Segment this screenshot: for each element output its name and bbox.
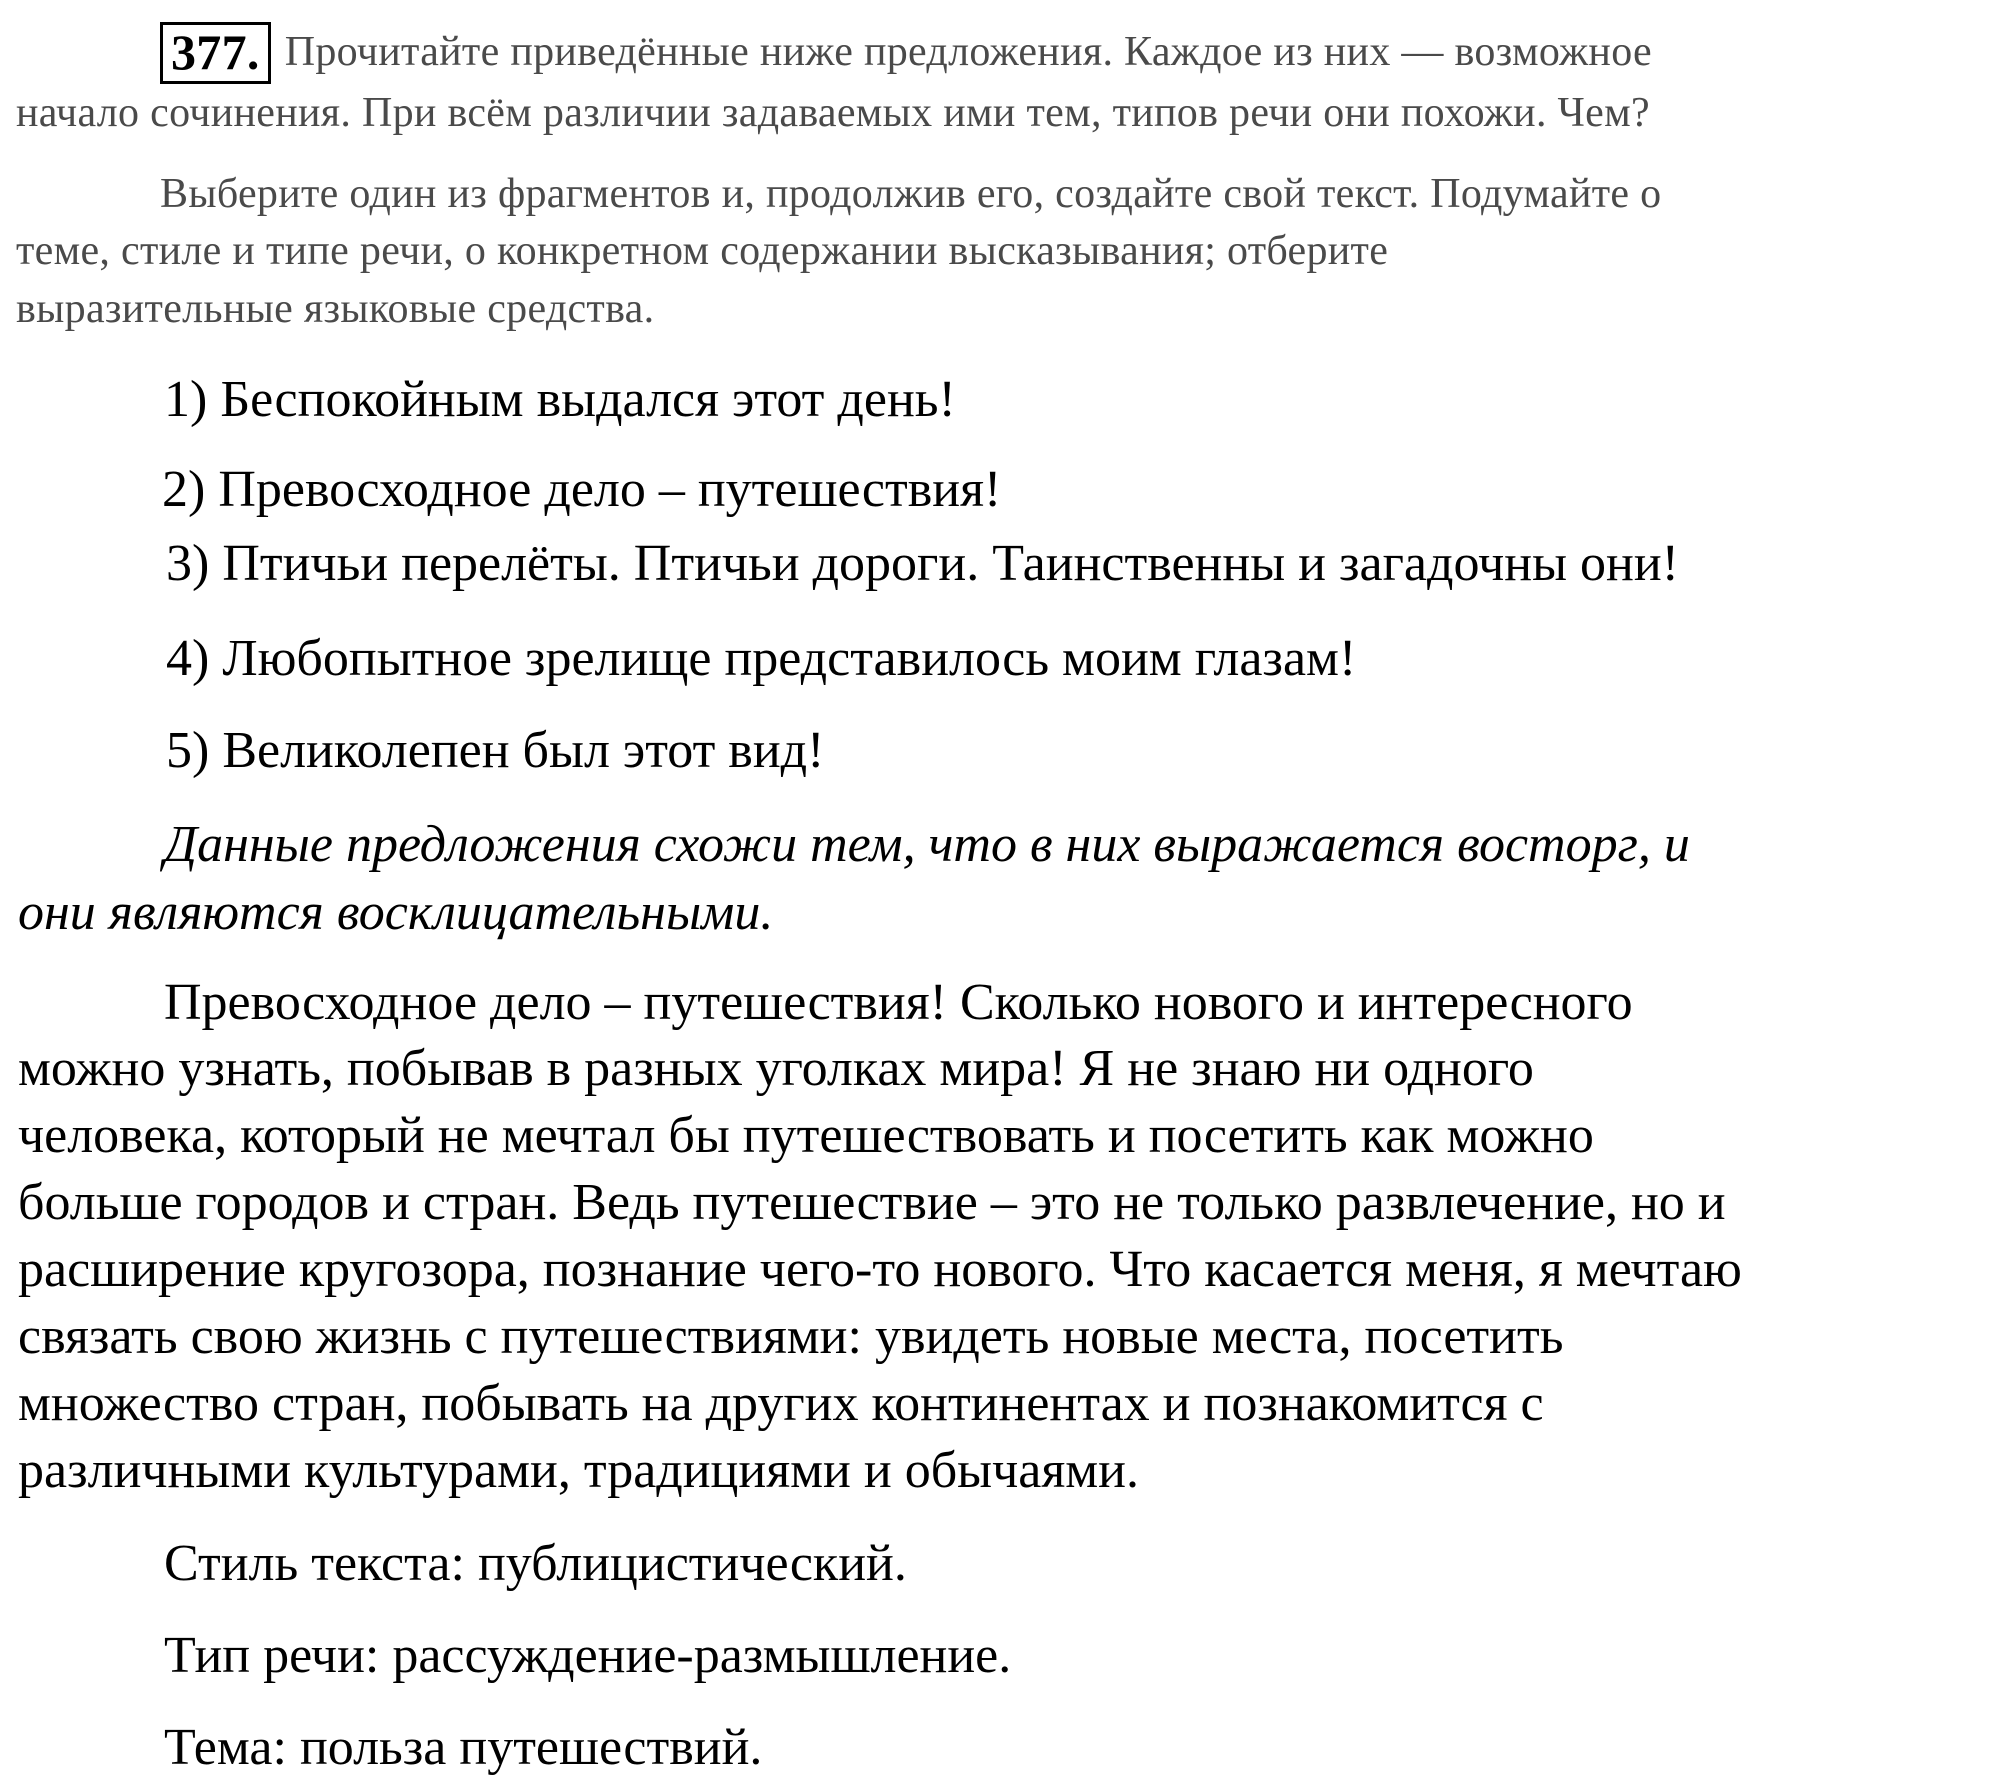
sentence-1: 1) Беспокойным выдался этот день!	[164, 371, 956, 428]
essay-line-7: множество стран, побывать на других континентах и познакомится с	[18, 1375, 1544, 1432]
essay-line-8: различными культурами, традициями и обычаями.	[18, 1442, 1139, 1499]
sentence-2: 2) Превосходное дело – путешествия!	[162, 461, 1002, 518]
sentence-3: 3) Птичьи перелёты. Птичьи дороги. Таинственны и загадочны они!	[166, 535, 1680, 592]
sentence-5: 5) Великолепен был этот вид!	[166, 722, 825, 779]
task-line-1	[160, 22, 1652, 84]
essay-line-2: можно узнать, побывав в разных уголках мира! Я не знаю ни одного	[18, 1040, 1534, 1097]
essay-line-3: человека, который не мечтал бы путешествовать и посетить как можно	[18, 1107, 1594, 1164]
answer-line-2: они являются восклицательными.	[18, 884, 774, 941]
answer-line-1: Данные предложения схожи тем, что в них выражается восторг, и	[164, 816, 1690, 873]
essay-line-5: расширение кругозора, познание чего-то нового. Что касается меня, я мечтаю	[18, 1241, 1742, 1298]
analysis-speech-type: Тип речи: рассуждение-размышление.	[164, 1627, 1012, 1684]
essay-line-1: Превосходное дело – путешествия! Сколько нового и интересного	[164, 974, 1633, 1031]
task-line-4: теме, стиле и типе речи, о конкретном содержании высказывания; отберите	[16, 228, 1389, 274]
analysis-style: Стиль текста: публицистический.	[164, 1535, 907, 1592]
task-line-5: выразительные языковые средства.	[16, 286, 655, 332]
task-line-3: Выберите один из фрагментов и, продолжив его, создайте свой текст. Подумайте о	[160, 171, 1662, 217]
analysis-topic: Тема: польза путешествий.	[164, 1719, 763, 1776]
essay-line-4: больше городов и стран. Ведь путешествие – это не только развлечение, но и	[18, 1174, 1726, 1231]
task-text-1: Прочитайте приведённые ниже предложения. Каждое из них — возможное	[284, 29, 1652, 75]
essay-line-6: связать свою жизнь с путешествиями: увидеть новые места, посетить	[18, 1308, 1564, 1365]
sentence-4: 4) Любопытное зрелище представилось моим глазам!	[166, 630, 1357, 687]
task-number: 377.	[160, 22, 271, 84]
task-line-2: начало сочинения. При всём различии задаваемых ими тем, типов речи они похожи. Чем?	[16, 90, 1650, 136]
